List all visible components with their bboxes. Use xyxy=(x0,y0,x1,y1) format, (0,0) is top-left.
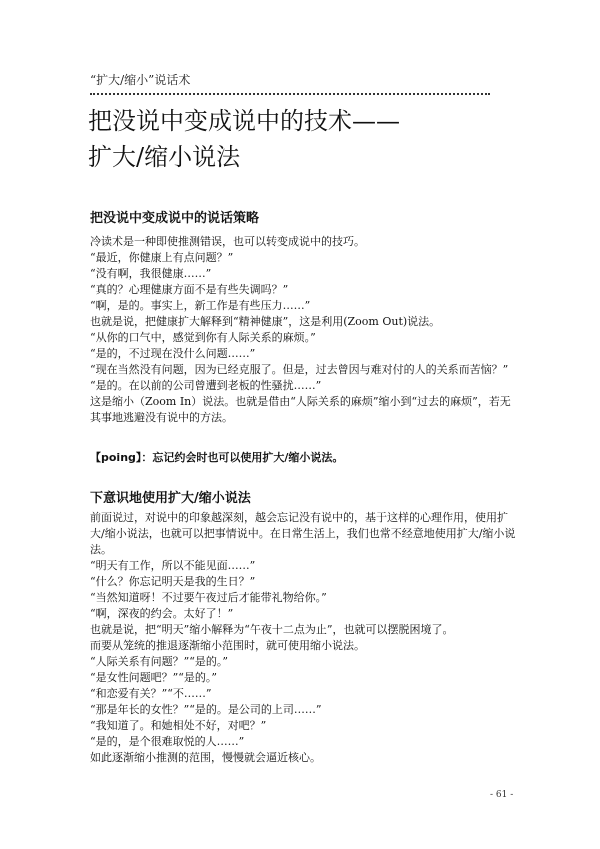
paragraph: 而要从笼统的推退逐渐缩小范围时，就可使用缩小说法。 xyxy=(90,639,365,652)
main-title-line-2: 扩大/缩小说法 xyxy=(88,143,241,171)
paragraph: “那是年长的女性？”“是的。是公司的上司……” xyxy=(90,703,322,716)
paragraph: “啊，是的。事实上，新工作是有些压力……” xyxy=(90,299,311,312)
main-title xyxy=(88,103,508,175)
paragraph: “没有啊，我很健康……” xyxy=(90,267,212,280)
paragraph: 冷读术是一种即使推测错误，也可以转变成说中的技巧。 xyxy=(90,235,365,248)
paragraph: “是的，不过现在没什么问题……” xyxy=(90,347,256,360)
paragraph: “啊，深夜的约会。太好了！” xyxy=(90,607,234,620)
paragraph: “我知道了。和她相处不好，对吧？” xyxy=(90,719,267,732)
paragraph: 这是缩小（Zoom In）说法。也就是借由“人际关系的麻烦”缩小到“过去的麻烦”，若无其事地逃避没有说中的方法。 xyxy=(90,395,511,424)
paragraph: 前面说过，对说中的印象越深刻，越会忘记没有说中的，基于这样的心理作用，使用扩大/缩小说法，也就可以把事情说中。在日常生活上，我们也常不经意地使用扩大/缩小说法。 xyxy=(90,511,516,556)
section-2-body xyxy=(90,510,520,766)
paragraph: “人际关系有问题？”“是的。” xyxy=(90,655,228,668)
main-title-line-1: 把没说中变成说中的技术—— xyxy=(88,107,400,135)
paragraph: “真的？心理健康方面不是有些失调吗？” xyxy=(90,283,289,296)
section-1-heading: 把没说中变成说中的说话策略 xyxy=(90,211,260,226)
header-divider xyxy=(90,93,490,95)
paragraph: “最近，你健康上有点问题？” xyxy=(90,251,234,264)
point-note: 【poing】：忘记约会时也可以使用扩大/缩小说法。 xyxy=(90,451,344,464)
paragraph: 也就是说，把健康扩大解释到“精神健康”，这是利用(Zoom Out)说法。 xyxy=(90,315,441,328)
page-number: - 61 - xyxy=(490,790,514,800)
paragraph: “什么？你忘记明天是我的生日？” xyxy=(90,575,256,588)
section-2-heading: 下意识地使用扩大/缩小说法 xyxy=(90,491,251,506)
paragraph: “从你的口气中，感觉到你有人际关系的麻烦。” xyxy=(90,331,316,344)
running-header: “扩大/缩小”说话术 xyxy=(90,73,191,87)
paragraph: “是的。在以前的公司曾遭到老板的性骚扰……” xyxy=(90,379,322,392)
paragraph: 也就是说，把“明天”缩小解释为“午夜十二点为止”，也就可以摆脱困境了。 xyxy=(90,623,454,636)
paragraph: 如此逐渐缩小推测的范围，慢慢就会逼近核心。 xyxy=(90,751,321,764)
paragraph: “当然知道呀！不过要午夜过后才能带礼物给你。” xyxy=(90,591,327,604)
section-1-body xyxy=(90,234,520,426)
paragraph: “和恋爱有关？”“不……” xyxy=(90,687,212,700)
paragraph: “是女性问题吧？”“是的。” xyxy=(90,671,217,684)
paragraph: “现在当然没有问题，因为已经克服了。但是，过去曾因与难对付的人的关系而苦恼？” xyxy=(90,363,509,376)
paragraph: “明天有工作，所以不能见面……” xyxy=(90,559,256,572)
paragraph: “是的，是个很难取悦的人……” xyxy=(90,735,245,748)
